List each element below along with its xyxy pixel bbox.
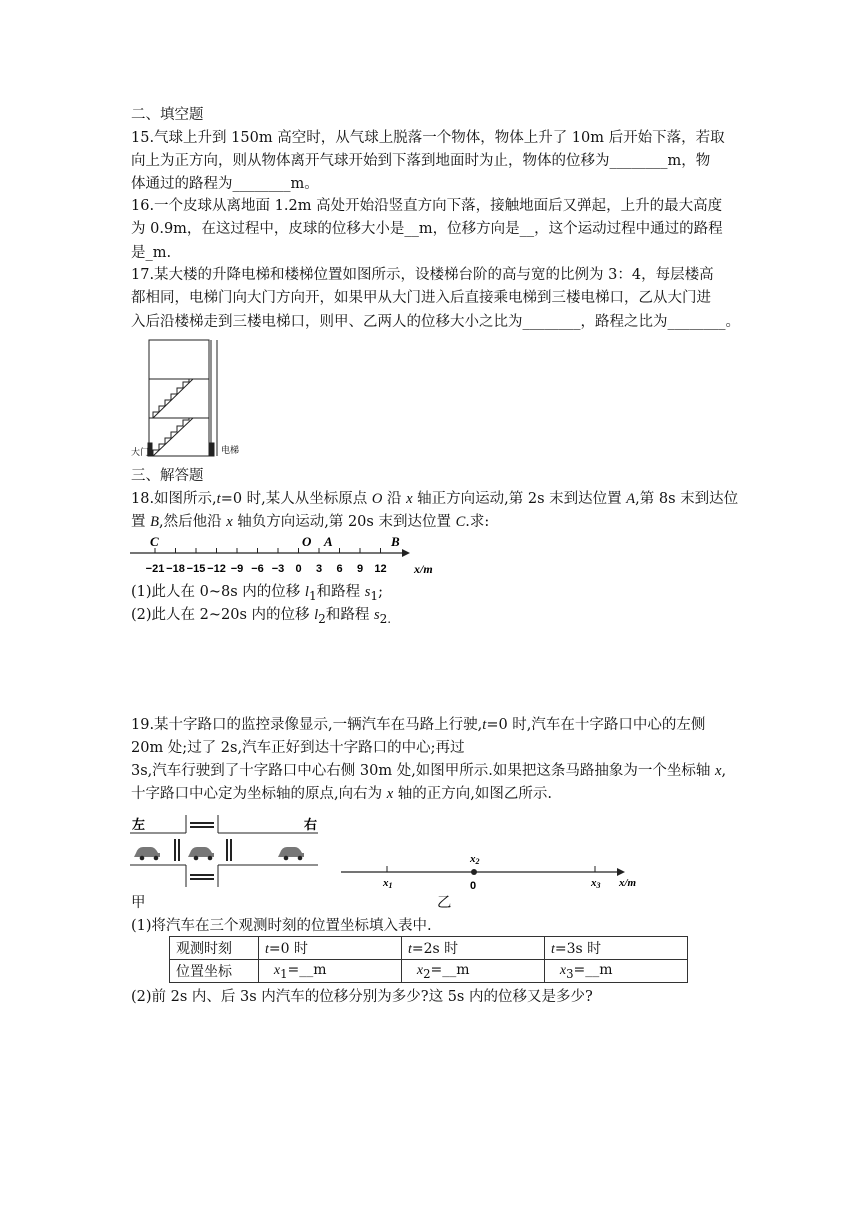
q19-part-2: (2)前 2s 内、后 3s 内汽车的位移分别为多少?这 5s 内的位移又是多少? [131, 989, 593, 1005]
building-stairs-figure [131, 339, 241, 459]
q19-line-2: 20m 处;过了 2s,汽车正好到达十字路口的中心;再过 [131, 740, 465, 756]
table-cell: $x_3=\_\_m$ [545, 960, 688, 983]
q15-line-2: 向上为正方向，则从物体离开气球开始到下落到地面时为止，物体的位移为________m，物 [131, 153, 711, 169]
x1-label: x [383, 877, 389, 889]
axis-tick-label: −15 [186, 563, 206, 575]
axis-tick-label: −12 [207, 563, 226, 575]
table-cell: $x_2=\_\_m$ [402, 960, 545, 983]
point-label-C: C [150, 534, 159, 549]
point-label-B: B [391, 534, 400, 549]
table-cell: 位置坐标 [170, 960, 259, 983]
q18-line-1: 18.如图所示,t=0 时,某人从坐标原点 O 沿 x 轴正方向运动,第 2s 末到达位置 A,第 8s 末到达位 [131, 491, 739, 507]
left-label: 左 [132, 818, 146, 833]
x3-label: x [591, 877, 597, 889]
caption-jia: 甲 [131, 895, 146, 911]
q18-line-2: 置 B,然后他沿 x 轴负方向运动,第 20s 末到达位置 C.求: [131, 514, 490, 530]
q19-line-4: 十字路口中心定为坐标轴的原点,向右为 x 轴的正方向,如图乙所示. [131, 786, 552, 802]
q17-line-2: 都相同，电梯门向大门方向开，如果甲从大门进入后直接乘电梯到三楼电梯口，乙从大门进 [131, 290, 711, 306]
elevator-label: 电梯 [221, 446, 240, 456]
axis-unit-label-2: x/m [619, 877, 637, 889]
table-cell: t=2s 时 [402, 937, 545, 960]
q19-line-1: 19.某十字路口的监控录像显示,一辆汽车在马路上行驶,t=0 时,汽车在十字路口中心的左侧 [131, 717, 706, 733]
caption-yi: 乙 [437, 895, 452, 911]
q15-line-3: 体通过的路程为________m。 [131, 176, 319, 192]
axis-tick-label: 3 [315, 563, 323, 575]
road-intersection-figure [128, 811, 324, 889]
door-label: 大门 [131, 448, 150, 458]
q16-line-3: 是_m. [131, 245, 172, 261]
car-coordinate-axis [339, 848, 659, 892]
svg-text:x3: x3 [591, 877, 601, 890]
q18-part-2: (2)此人在 2~20s 内的位移 $l_2$和路程 $s_{2.}$ [131, 607, 392, 626]
q15-line-1: 15.气球上升到 150m 高空时，从气球上脱落一个物体，物体上升了 10m 后开始下落，若取 [131, 130, 725, 146]
q16-line-1: 16.一个皮球从离地面 1.2m 高处开始沿竖直方向下落，接触地面后又弹起，上升的最大高度 [131, 198, 723, 214]
q19-part-1: (1)将汽车在三个观测时刻的位置坐标填入表中. [131, 918, 432, 934]
axis-unit-label: x/m [414, 562, 433, 576]
table-cell: t=0 时 [259, 937, 402, 960]
point-label-O: O [302, 534, 312, 549]
q16-line-2: 为 0.9m，在这过程中，皮球的位移大小是__m，位移方向是__，这个运动过程中通过的路程 [131, 221, 723, 237]
right-label: 右 [304, 818, 318, 833]
origin-label: 0 [470, 880, 477, 892]
svg-text:x1: x1 [383, 877, 393, 890]
axis-tick-label: 6 [336, 563, 343, 575]
axis-tick-label: −18 [166, 563, 185, 575]
q18-number-line [128, 531, 448, 577]
axis-tick-label: −3 [271, 563, 285, 575]
axis-tick-label: −21 [145, 563, 165, 575]
q18-part-1: (1)此人在 0~8s 内的位移 $l_1$和路程 $s_1$; [131, 584, 383, 603]
table-row [170, 960, 688, 983]
q17-line-3: 入后沿楼梯走到三楼电梯口，则甲、乙两人的位移大小之比为________，路程之比为________。 [131, 314, 740, 330]
section-heading-answer: 三、解答题 [131, 468, 204, 484]
axis-tick-label: 12 [374, 563, 387, 575]
axis-tick-label: 0 [295, 563, 302, 575]
x2-label: x [470, 853, 476, 865]
axis-tick-label: −6 [251, 563, 264, 575]
table-cell: 观测时刻 [170, 937, 259, 960]
table-row [170, 937, 688, 960]
axis-tick-label: −9 [230, 563, 244, 575]
q19-line-3: 3s,汽车行驶到了十字路口中心右侧 30m 处,如图甲所示.如果把这条马路抽象为一个坐标轴 x, [131, 763, 727, 779]
table-cell: t=3s 时 [545, 937, 688, 960]
point-label-A: A [324, 534, 333, 549]
axis-tick-label: 9 [356, 563, 364, 575]
svg-text:x2: x2 [470, 853, 480, 866]
q17-line-1: 17.某大楼的升降电梯和楼梯位置如图所示，设楼梯台阶的高与宽的比例为 3：4，每层楼高 [131, 267, 714, 283]
table-cell: $x_1=\_\_m$ [259, 960, 402, 983]
section-heading-fill-blank: 二、填空题 [131, 107, 204, 123]
observation-table [169, 936, 688, 983]
